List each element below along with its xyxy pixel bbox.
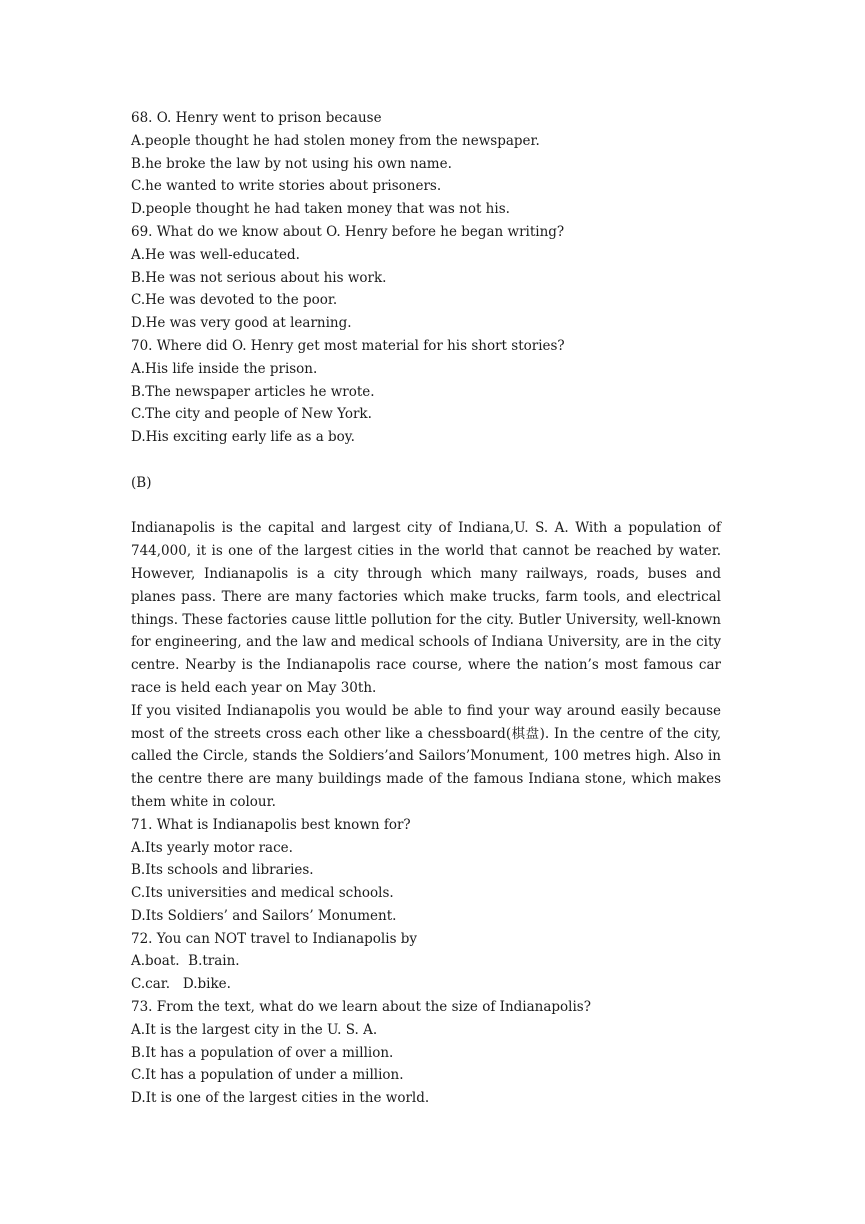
spacer [131, 449, 721, 472]
option-73-b: B.It has a population of over a million. [131, 1044, 394, 1061]
question-71: 71. What is Indianapolis best known for? [131, 816, 411, 833]
option-69-c: C.He was devoted to the poor. [131, 292, 338, 309]
option-68-c: C.he wanted to write stories about prisoners. [131, 178, 442, 195]
question-69: 69. What do we know about O. Henry before he began writing? [131, 223, 565, 240]
passage-paragraph-2: If you visited Indianapolis you would be able to find your way around easily because most of the streets cross each other like a chessboard(棋盘). In the centre of the city, called the Circle, stands the Soldiers’and Sailors’Monument, 100 metres high. Also in the centre there are many buildings made of the famous Indiana stone, which makes them white in colour. [131, 702, 721, 810]
options-72-c-d: C.car. D.bike. [131, 976, 231, 993]
question-68: 68. O. Henry went to prison because [131, 110, 382, 126]
option-71-c: C.Its universities and medical schools. [131, 885, 394, 902]
option-68-a: A.people thought he had stolen money from the newspaper. [131, 132, 540, 149]
option-70-c: C.The city and people of New York. [131, 406, 372, 423]
option-70-a: A.His life inside the prison. [131, 360, 318, 377]
option-73-d: D.It is one of the largest cities in the world. [131, 1090, 430, 1107]
option-68-b: B.he broke the law by not using his own name. [131, 155, 452, 172]
document-page [131, 107, 721, 1110]
question-70: 70. Where did O. Henry get most material for his short stories? [131, 337, 565, 354]
option-70-b: B.The newspaper articles he wrote. [131, 383, 375, 400]
option-73-c: C.It has a population of under a million. [131, 1067, 404, 1084]
question-72: 72. You can NOT travel to Indianapolis by [131, 930, 418, 947]
section-b-questions [131, 814, 721, 1110]
options-72-a-b: A.boat. B.train. [131, 953, 240, 970]
option-71-b: B.Its schools and libraries. [131, 862, 314, 879]
option-71-a: A.Its yearly motor race. [131, 839, 293, 856]
section-a-questions [131, 107, 721, 449]
option-73-a: A.It is the largest city in the U. S. A. [131, 1021, 378, 1038]
option-69-b: B.He was not serious about his work. [131, 269, 387, 286]
passage-paragraph-1: Indianapolis is the capital and largest city of Indiana,U. S. A. With a population of 744,000, it is one of the largest cities in the world that cannot be reached by water. However, Indianapolis is a city through which many railways, roads, buses and planes pass. There are many factories which make trucks, farm tools, and electrical things. These factories cause little pollution for the city. Butler University, well-known for engineering, and the law and medical schools of Indiana University, are in the city centre. Nearby is the Indianapolis race course, where the nation’s most famous car race is held each year on May 30th. [131, 520, 721, 696]
option-68-d: D.people thought he had taken money that was not his. [131, 201, 510, 218]
section-b-heading: (B) [131, 474, 152, 491]
question-73: 73. From the text, what do we learn about the size of Indianapolis? [131, 999, 591, 1016]
option-69-d: D.He was very good at learning. [131, 315, 352, 332]
spacer [131, 495, 721, 518]
option-70-d: D.His exciting early life as a boy. [131, 429, 355, 446]
option-71-d: D.Its Soldiers’ and Sailors’ Monument. [131, 907, 397, 924]
option-69-a: A.He was well-educated. [131, 246, 300, 263]
